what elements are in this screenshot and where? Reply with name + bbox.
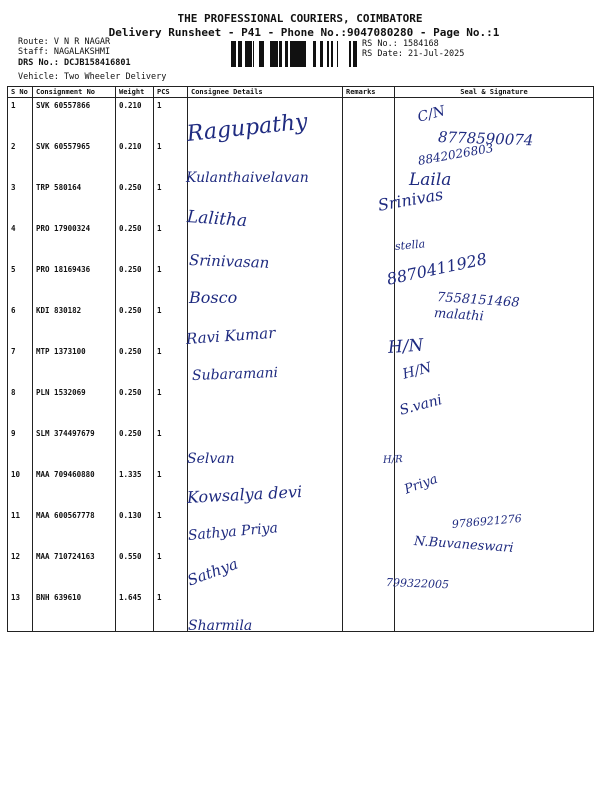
row-weight: 0.210 [116,139,154,180]
row-pcs: 1 [154,385,188,426]
table-row [8,344,594,385]
row-remarks [343,139,395,180]
signature-mark: 8842026803 [416,140,495,168]
row-sno: 4 [8,221,33,262]
row-weight: 0.250 [116,221,154,262]
col-remarks: Remarks [343,87,395,98]
col-signature: Seal & Signature [395,87,594,98]
col-pcs: PCS [154,87,188,98]
signature-mark: 7558151468 [436,290,521,311]
row-pcs: 1 [154,221,188,262]
meta-left [18,38,131,69]
signature-mark: H/N [400,359,434,383]
row-pcs: 1 [154,180,188,221]
table-row [8,590,594,632]
col-consignee: Consignee Details [188,87,343,98]
signature-mark: 8778590074 [437,128,534,150]
table-row [8,180,594,221]
row-consignment-no: PLN 1532069 [33,385,116,426]
row-pcs: 1 [154,426,188,467]
row-remarks [343,344,395,385]
vehicle-text: Vehicle: Two Wheeler Delivery [18,72,167,82]
signature-mark: 799322005 [385,576,450,592]
row-pcs: 1 [154,98,188,140]
row-pcs: 1 [154,262,188,303]
signature-mark: H/N [387,335,425,358]
row-signature [395,590,594,632]
row-consignment-no: SVK 60557965 [33,139,116,180]
row-consignment-no: KDI 830182 [33,303,116,344]
signature-mark: N.Buvaneswari [413,534,514,556]
row-pcs: 1 [154,344,188,385]
rs-number: RS No.: 1584168 [362,39,439,49]
signature-mark: 9786921276 [451,511,523,531]
row-sno: 3 [8,180,33,221]
row-consignment-no: MTP 1373100 [33,344,116,385]
row-consignment-no: MAA 600567778 [33,508,116,549]
row-consignment-no: SLM 374497679 [33,426,116,467]
row-weight: 0.250 [116,344,154,385]
handwritten-name: Sathya [184,554,241,590]
runsheet-subtitle: Delivery Runsheet - P41 - Phone No.:9047080280 - Page No.:1 [108,26,500,39]
row-signature [395,426,594,467]
row-weight: 0.130 [116,508,154,549]
row-sno: 12 [8,549,33,590]
row-weight: 0.550 [116,549,154,590]
col-weight: Weight [116,87,154,98]
row-sno: 13 [8,590,33,632]
row-sno: 6 [8,303,33,344]
table-row [8,221,594,262]
row-weight: 0.250 [116,385,154,426]
handwritten-name: Sathya Priya [187,520,279,544]
row-weight: 0.250 [116,426,154,467]
signature-mark: S.vani [397,392,444,419]
signature-mark: malathi [433,306,485,325]
route-text: Route: V N R NAGAR [18,37,111,47]
row-sno: 10 [8,467,33,508]
row-sno: 11 [8,508,33,549]
row-weight: 0.250 [116,303,154,344]
signature-mark: Srinivas [376,184,445,215]
row-sno: 8 [8,385,33,426]
row-remarks [343,98,395,140]
table-row [8,385,594,426]
handwritten-name: Lalitha [186,207,248,232]
handwritten-name: Srinivasan [188,251,270,272]
row-sno: 2 [8,139,33,180]
table-row [8,426,594,467]
row-weight: 0.250 [116,180,154,221]
row-sno: 5 [8,262,33,303]
row-consignment-no: PRO 18169436 [33,262,116,303]
row-consignment-no: SVK 60557866 [33,98,116,140]
row-remarks [343,385,395,426]
rs-date: RS Date: 21-Jul-2025 [362,48,465,59]
row-remarks [343,508,395,549]
handwritten-name: Kulanthaivelavan [186,170,309,186]
signature-mark: stella [394,237,426,253]
row-sno: 1 [8,98,33,140]
meta-right [362,40,464,59]
col-sno: S No [8,87,33,98]
row-pcs: 1 [154,508,188,549]
drs-text: DRS No.: DCJB158416801 [18,58,131,68]
table-header-row [8,87,594,98]
row-weight: 0.250 [116,262,154,303]
row-sno: 7 [8,344,33,385]
row-pcs: 1 [154,549,188,590]
row-consignment-no: TRP 580164 [33,180,116,221]
signature-mark: 8870411928 [385,249,489,289]
signature-mark: Laila [409,170,452,190]
handwritten-name: Ragupathy [185,109,309,147]
row-consignment-no: MAA 710724163 [33,549,116,590]
signature-mark: C/N [415,103,447,126]
row-remarks [343,221,395,262]
row-weight: 1.645 [116,590,154,632]
row-remarks [343,467,395,508]
signature-mark: H/R [382,453,403,466]
row-pcs: 1 [154,303,188,344]
row-sno: 9 [8,426,33,467]
row-pcs: 1 [154,590,188,632]
col-consignment: Consignment No [33,87,116,98]
handwritten-name: Kowsalya devi [186,481,303,507]
row-pcs: 1 [154,139,188,180]
row-consignee [188,385,343,426]
row-consignment-no: BNH 639610 [33,590,116,632]
row-weight: 1.335 [116,467,154,508]
row-weight: 0.210 [116,98,154,140]
row-consignment-no: PRO 17900324 [33,221,116,262]
signature-mark: Priya [402,471,440,498]
staff-text: Staff: NAGALAKSHMI [18,46,111,57]
handwritten-name: Subaramani [191,365,279,384]
row-signature [395,303,594,344]
handwritten-name: Sharmila [188,618,253,634]
handwritten-name: Bosco [189,288,238,307]
row-pcs: 1 [154,467,188,508]
barcode [231,41,358,67]
row-remarks [343,590,395,632]
row-consignment-no: MAA 709460880 [33,467,116,508]
handwritten-name: Selvan [187,451,235,467]
handwritten-name: Ravi Kumar [185,323,276,348]
company-title: THE PROFESSIONAL COURIERS, COIMBATORE [177,12,423,25]
